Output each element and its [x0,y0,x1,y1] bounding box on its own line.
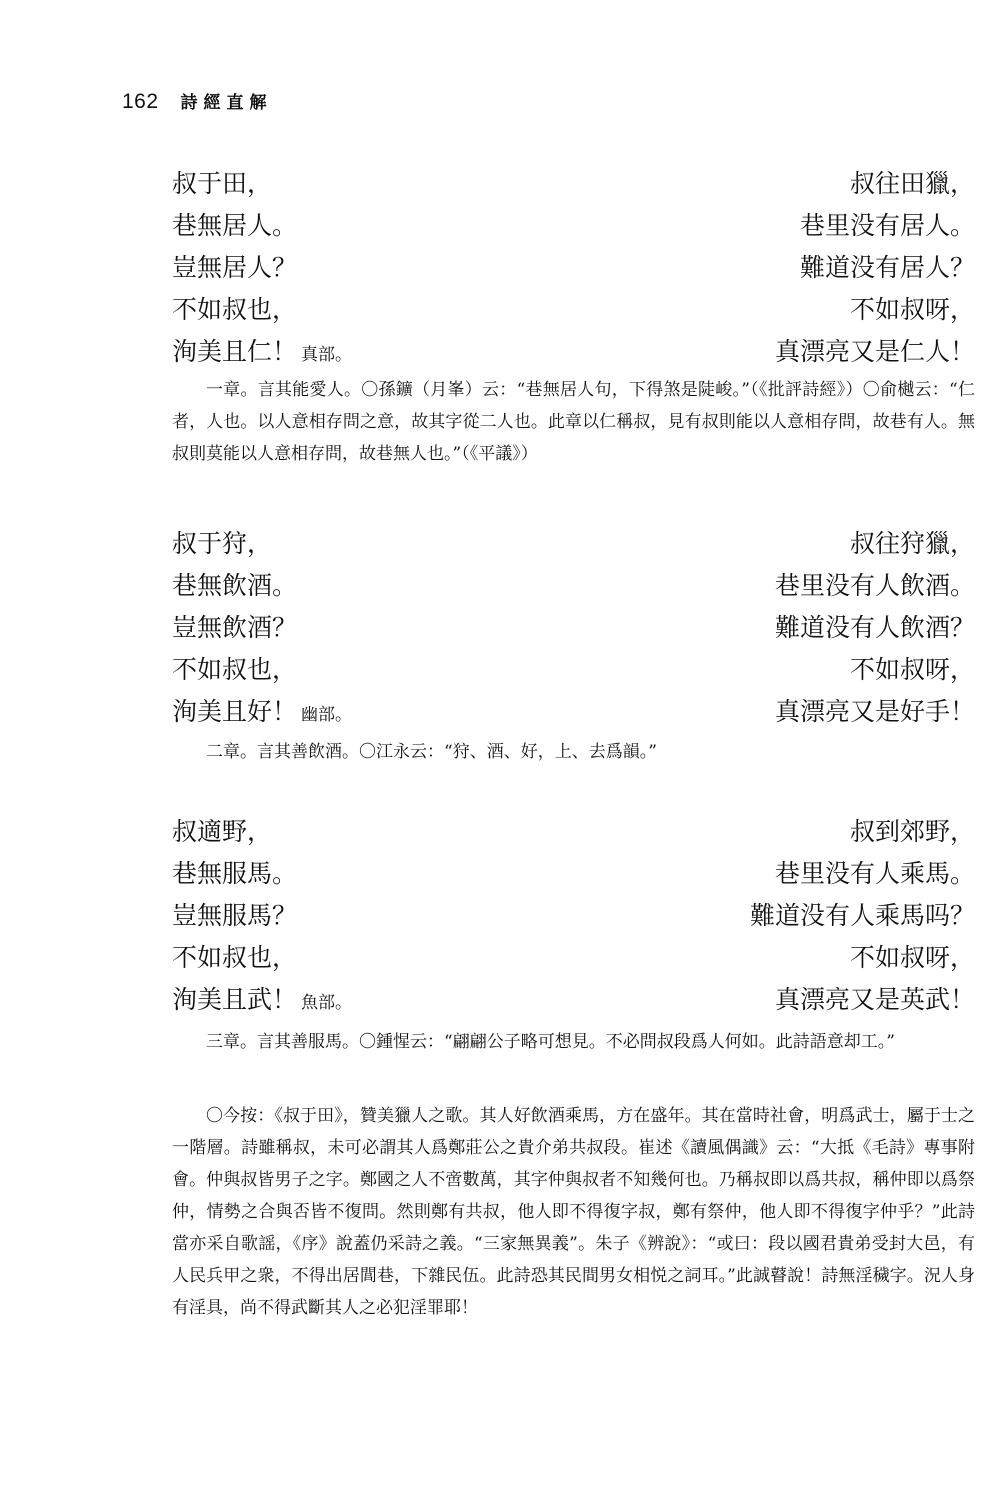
stanza-3-commentary [172,1026,975,1058]
rhyme-group-note: 真部。 [301,345,353,365]
page-number: 162 [122,90,159,113]
author-note [172,1100,975,1324]
translation-line: 真漂亮又是仁人！ [774,337,975,366]
translation-line: 難道没有人乘馬吗？ [749,901,975,930]
commentary-text: 三章。言其善服馬。〇鍾惺云：“翩翩公子略可想見。不必問叔段爲人何如。此詩語意却工。” [206,1032,895,1052]
note-text: 〇今按：《叔于田》，贊美獵人之歌。其人好飲酒乘馬，方在盛年。其在當時社會，明爲武士，屬于士之一階層。詩雖稱叔，未可必謂其人爲鄭莊公之貴介弟共叔段。崔述《讀風偶識》云：“大抵《毛詩》專事附會。仲與叔皆男子之字。鄭國之人不啻數萬，其字仲與叔者不知幾何也。乃稱叔即以爲共叔，稱仲即以爲祭仲，情勢之合與否皆不復問。然則鄭有共叔，他人即不得復字叔，鄭有祭仲，他人即不得復字仲乎？”此詩當亦采自歌謡，《序》說蓋仍采詩之義。“三家無異義”。朱子《辨說》：“或曰：段以國君貴弟受封大邑，有人民兵甲之衆，不得出居閭巷，下雜民伍。此詩恐其民間男女相悦之詞耳。”此誠瞽說！詩無淫穢字。況人身有淫具，尚不得武斷其人之必犯淫罪耶！ [172,1106,975,1318]
original-line: 不如叔也， [172,655,298,684]
verse-line [172,331,975,373]
book-title: 詩經直解 [180,93,273,113]
original-line [172,691,352,736]
translation-line: 巷里没有人乘馬。 [774,859,975,888]
translation-line: 難道没有居人？ [799,253,975,282]
stanza-1 [172,163,975,373]
translation-line: 叔往田獵， [849,169,975,198]
page-header [122,88,273,118]
verse-line [172,205,975,247]
original-line: 叔適野， [172,817,273,846]
original-line: 巷無服馬。 [172,859,298,888]
verse-line [172,691,975,733]
original-line: 巷無居人。 [172,211,298,240]
original-line: 叔于狩， [172,529,273,558]
original-line [172,331,352,376]
translation-line: 難道没有人飲酒？ [774,613,975,642]
translation-line: 真漂亮又是好手！ [774,697,975,726]
translation-line: 不如叔呀， [849,295,975,324]
original-line: 不如叔也， [172,943,298,972]
verse-line [172,565,975,607]
verse-line [172,247,975,289]
translation-line: 叔到郊野， [849,817,975,846]
verse-line [172,163,975,205]
translation-line: 巷里没有人飲酒。 [774,571,975,600]
verse-line [172,607,975,649]
original-line: 豈無居人？ [172,253,298,282]
verse-line [172,979,975,1021]
translation-line: 不如叔呀， [849,655,975,684]
rhyme-group-note: 魚部。 [301,993,353,1013]
stanza-3 [172,811,975,1021]
translation-line: 巷里没有居人。 [799,211,975,240]
verse-line [172,811,975,853]
original-line: 豈無服馬？ [172,901,298,930]
stanza-2-commentary [172,736,975,768]
verse-line [172,289,975,331]
verse-line [172,895,975,937]
original-line: 豈無飲酒？ [172,613,298,642]
translation-line: 不如叔呀， [849,943,975,972]
commentary-text: 一章。言其能愛人。〇孫鑛（月峯）云：“巷無居人句，下得煞是陡峻。”（《批評詩經》）〇俞樾云：“仁者，人也。以人意相存問之意，故其字從二人也。此章以仁稱叔，見有叔則能以人意相存問，故巷有人。無叔則莫能以人意相存問，故巷無人也。”（《平議》） [172,380,975,464]
translation-line: 叔往狩獵， [849,529,975,558]
stanza-2 [172,523,975,733]
verse-line [172,937,975,979]
original-line: 不如叔也， [172,295,298,324]
original-text: 洵美且武！ [172,985,298,1014]
original-line: 巷無飲酒。 [172,571,298,600]
rhyme-group-note: 幽部。 [301,705,353,725]
original-text: 洵美且仁！ [172,337,298,366]
verse-line [172,853,975,895]
original-line: 叔于田， [172,169,273,198]
verse-line [172,523,975,565]
commentary-text: 二章。言其善飲酒。〇江永云：“狩、酒、好，上、去爲韻。” [206,742,657,762]
verse-line [172,649,975,691]
original-line [172,979,352,1024]
stanza-1-commentary [172,374,975,470]
original-text: 洵美且好！ [172,697,298,726]
translation-line: 真漂亮又是英武！ [774,985,975,1014]
